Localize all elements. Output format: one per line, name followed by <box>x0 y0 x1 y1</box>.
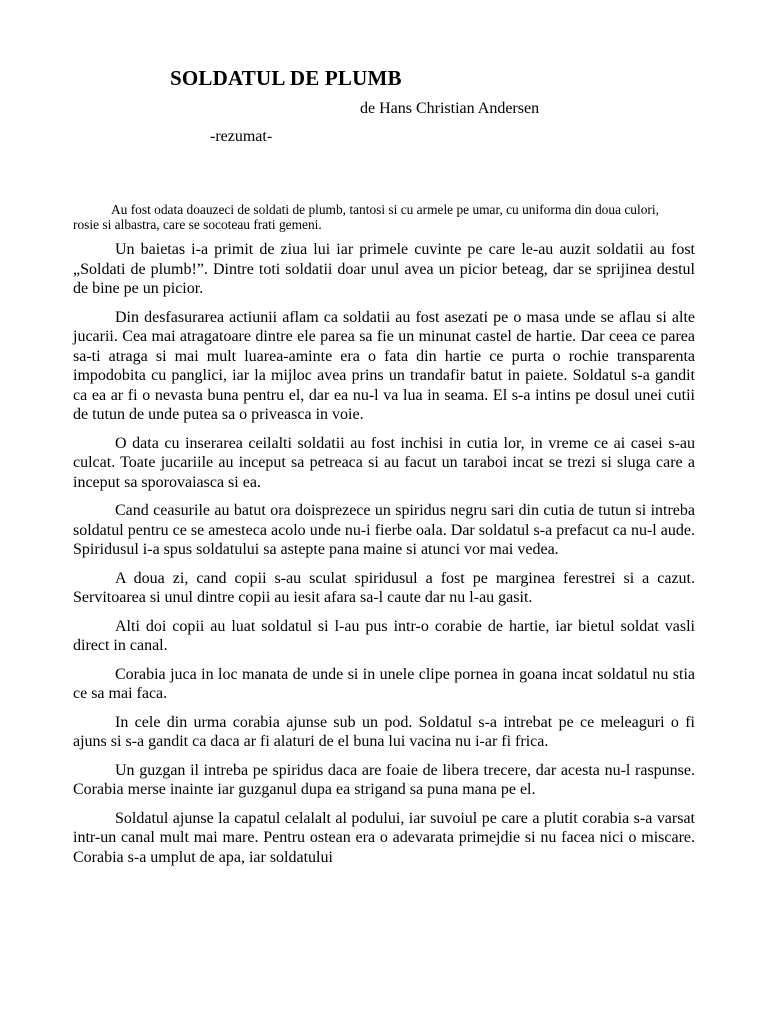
paragraph: O data cu inserarea ceilalti soldatii au fost inchisi in cutia lor, in vreme ce ai casei s-au culcat. Toate jucariile au inceput sa petreaca si au facut un taraboi incat se trezi si sluga care a inceput sa sporovaiasca si ea. <box>73 434 695 491</box>
paragraph: A doua zi, cand copii s-au sculat spiridusul a fost pe marginea ferestrei si a cazut. Servitoarea si unul dintre copii au iesit afara sa-l caute dar nu l-au gasit. <box>73 569 695 606</box>
document-title: SOLDATUL DE PLUMB <box>170 66 402 90</box>
paragraph: Cand ceasurile au batut ora doisprezece un spiridus negru sari din cutia de tutun si intreba soldatul pentru ce se amesteca acolo unde nu-i fierbe oala. Dar soldatul s-a prefacut ca nu-l aude. Spiridusul i-a spus soldatului sa astepte pana maine si atunci vor mai vedea. <box>73 502 695 558</box>
paragraph: Un guzgan il intreba pe spiridus daca are foaie de libera trecere, dar acesta nu-l raspunse. Corabia merse inainte iar guzganul dupa ea strigand sa puna mana pe el. <box>73 761 695 798</box>
intro-paragraph: Au fost odata doauzeci de soldati de plumb, tantosi si cu armele pe umar, cu uniforma din doua culori, rosie si albastra, care se socoteau frati gemeni. <box>73 202 659 232</box>
author-line: de Hans Christian Andersen <box>360 100 540 117</box>
paragraph: Din desfasurarea actiunii aflam ca soldatii au fost asezati pe o masa unde se aflau si alte jucarii. Cea mai atragatoare dintre ele parea sa fie un minunat castel de hartie. Dar ceea ce parea sa-ti atraga si mai mult luarea-aminte era o fata din hartie ce purta o rochie transparenta impodobita cu panglici, iar la mijloc avea prins un trandafir batut in paiete. Soldatul s-a gandit ca ea ar fi o nevasta buna pentru el, dar ea nu-l va lua in seama. El s-a intins pe dosul unei cutii de tutun de unde putea sa o priveasca in voie. <box>73 308 695 423</box>
paragraph: Un baietas i-a primit de ziua lui iar primele cuvinte pe care le-au auzit soldatii au fost „Soldati de plumb!”. Dintre toti soldatii doar unul avea un picior beteag, dar se sprijinea destul de bine pe un picior. <box>73 241 695 297</box>
subtitle: -rezumat- <box>210 128 273 145</box>
paragraph: Corabia juca in loc manata de unde si in unele clipe pornea in goana incat soldatul nu stia ce sa mai faca. <box>73 665 695 702</box>
paragraph: Alti doi copii au luat soldatul si l-au pus intr-o corabie de hartie, iar bietul soldat vasli direct in canal. <box>73 617 695 654</box>
paragraph: In cele din urma corabia ajunse sub un pod. Soldatul s-a intrebat pe ce meleaguri o fi ajuns si s-a gandit ca daca ar fi alaturi de el buna lui vacina nu i-ar fi frica. <box>73 713 695 750</box>
paragraph: Soldatul ajunse la capatul celalalt al podului, iar suvoiul pe care a plutit corabia s-a varsat intr-un canal mult mai mare. Pentru ostean era o adevarata primejdie si nu facea nici o miscare. Corabia s-a umplut de apa, iar soldatului <box>73 809 695 866</box>
document-body <box>73 240 695 876</box>
